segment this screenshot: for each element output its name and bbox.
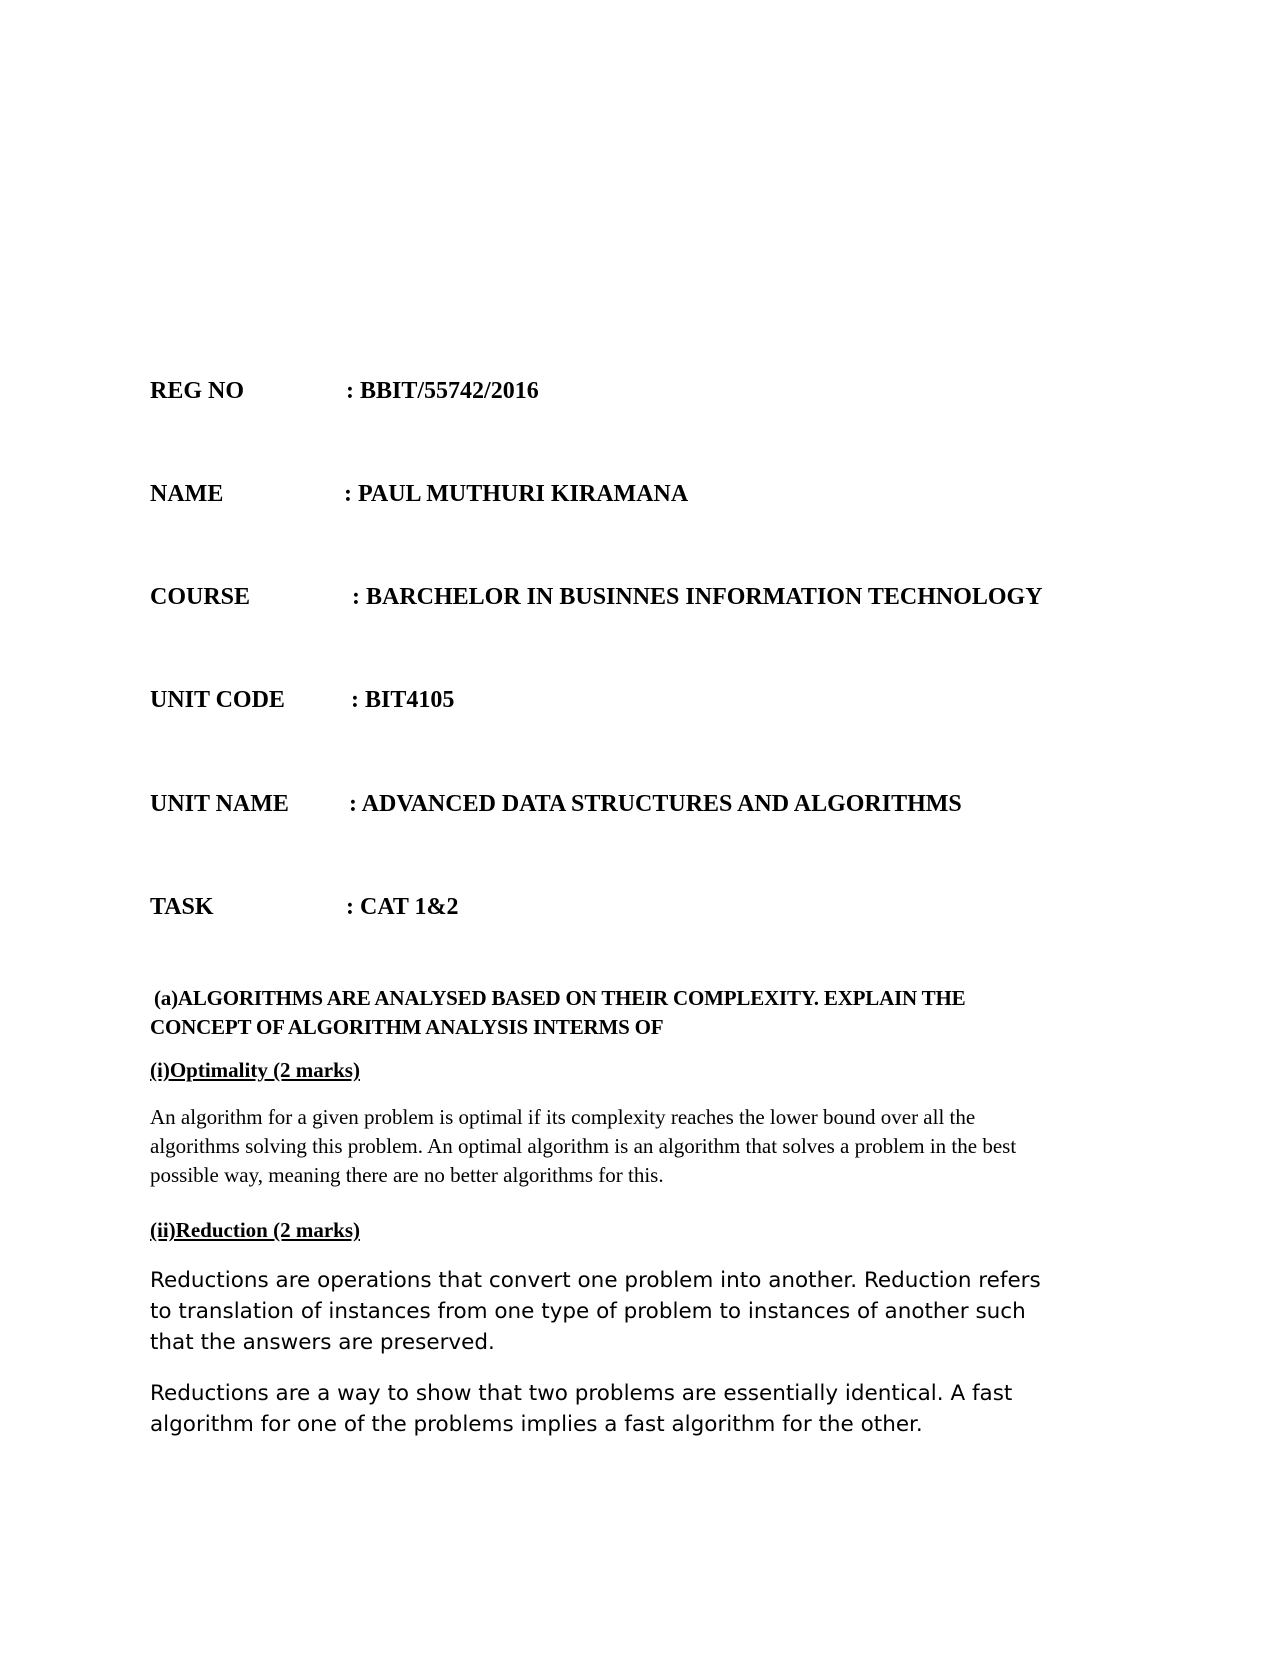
- reduction-paragraph-2: [150, 1378, 1130, 1440]
- reduction-p2-line-1: Reductions are a way to show that two problems are essentially identical. A fast: [150, 1381, 1013, 1406]
- question-line-2: CONCEPT OF ALGORITHM ANALYSIS INTERMS OF: [150, 1015, 664, 1039]
- task-label: TASK: [150, 894, 214, 920]
- optimality-heading: (i)Optimality (2 marks): [150, 1058, 360, 1082]
- task-value: : CAT 1&2: [346, 894, 459, 920]
- reduction-heading: (ii)Reduction (2 marks): [150, 1218, 360, 1242]
- unit-code-value: : BIT4105: [351, 687, 455, 713]
- optimality-line-2: algorithms solving this problem. An optimal algorithm is an algorithm that solves a problem in the best: [150, 1134, 1017, 1158]
- course-label: COURSE: [150, 584, 251, 610]
- reduction-p1-line-3: that the answers are preserved.: [150, 1330, 495, 1355]
- optimality-line-3: possible way, meaning there are no better algorithms for this.: [150, 1163, 664, 1187]
- reg-no-value: : BBIT/55742/2016: [346, 378, 539, 404]
- unit-code-label: UNIT CODE: [150, 687, 285, 713]
- unit-name-value: : ADVANCED DATA STRUCTURES AND ALGORITHMS: [349, 791, 962, 817]
- reduction-paragraph-1: [150, 1265, 1130, 1358]
- name-value: : PAUL MUTHURI KIRAMANA: [344, 481, 689, 507]
- reduction-p1-line-1: Reductions are operations that convert one problem into another. Reduction refers: [150, 1268, 1041, 1293]
- name-label: NAME: [150, 481, 224, 507]
- question-line-1: (a)ALGORITHMS ARE ANALYSED BASED ON THEIR COMPLEXITY. EXPLAIN THE: [154, 986, 966, 1010]
- optimality-line-1: An algorithm for a given problem is optimal if its complexity reaches the lower bound over all the: [150, 1105, 976, 1129]
- course-value: : BARCHELOR IN BUSINNES INFORMATION TECHNOLOGY: [352, 584, 1043, 610]
- unit-name-label: UNIT NAME: [150, 791, 289, 817]
- reg-no-label: REG NO: [150, 378, 245, 404]
- reduction-p2-line-2: algorithm for one of the problems implies a fast algorithm for the other.: [150, 1412, 923, 1437]
- reduction-p1-line-2: to translation of instances from one type of problem to instances of another such: [150, 1299, 1026, 1324]
- optimality-paragraph: [150, 1103, 1110, 1190]
- question-heading: [150, 984, 1130, 1042]
